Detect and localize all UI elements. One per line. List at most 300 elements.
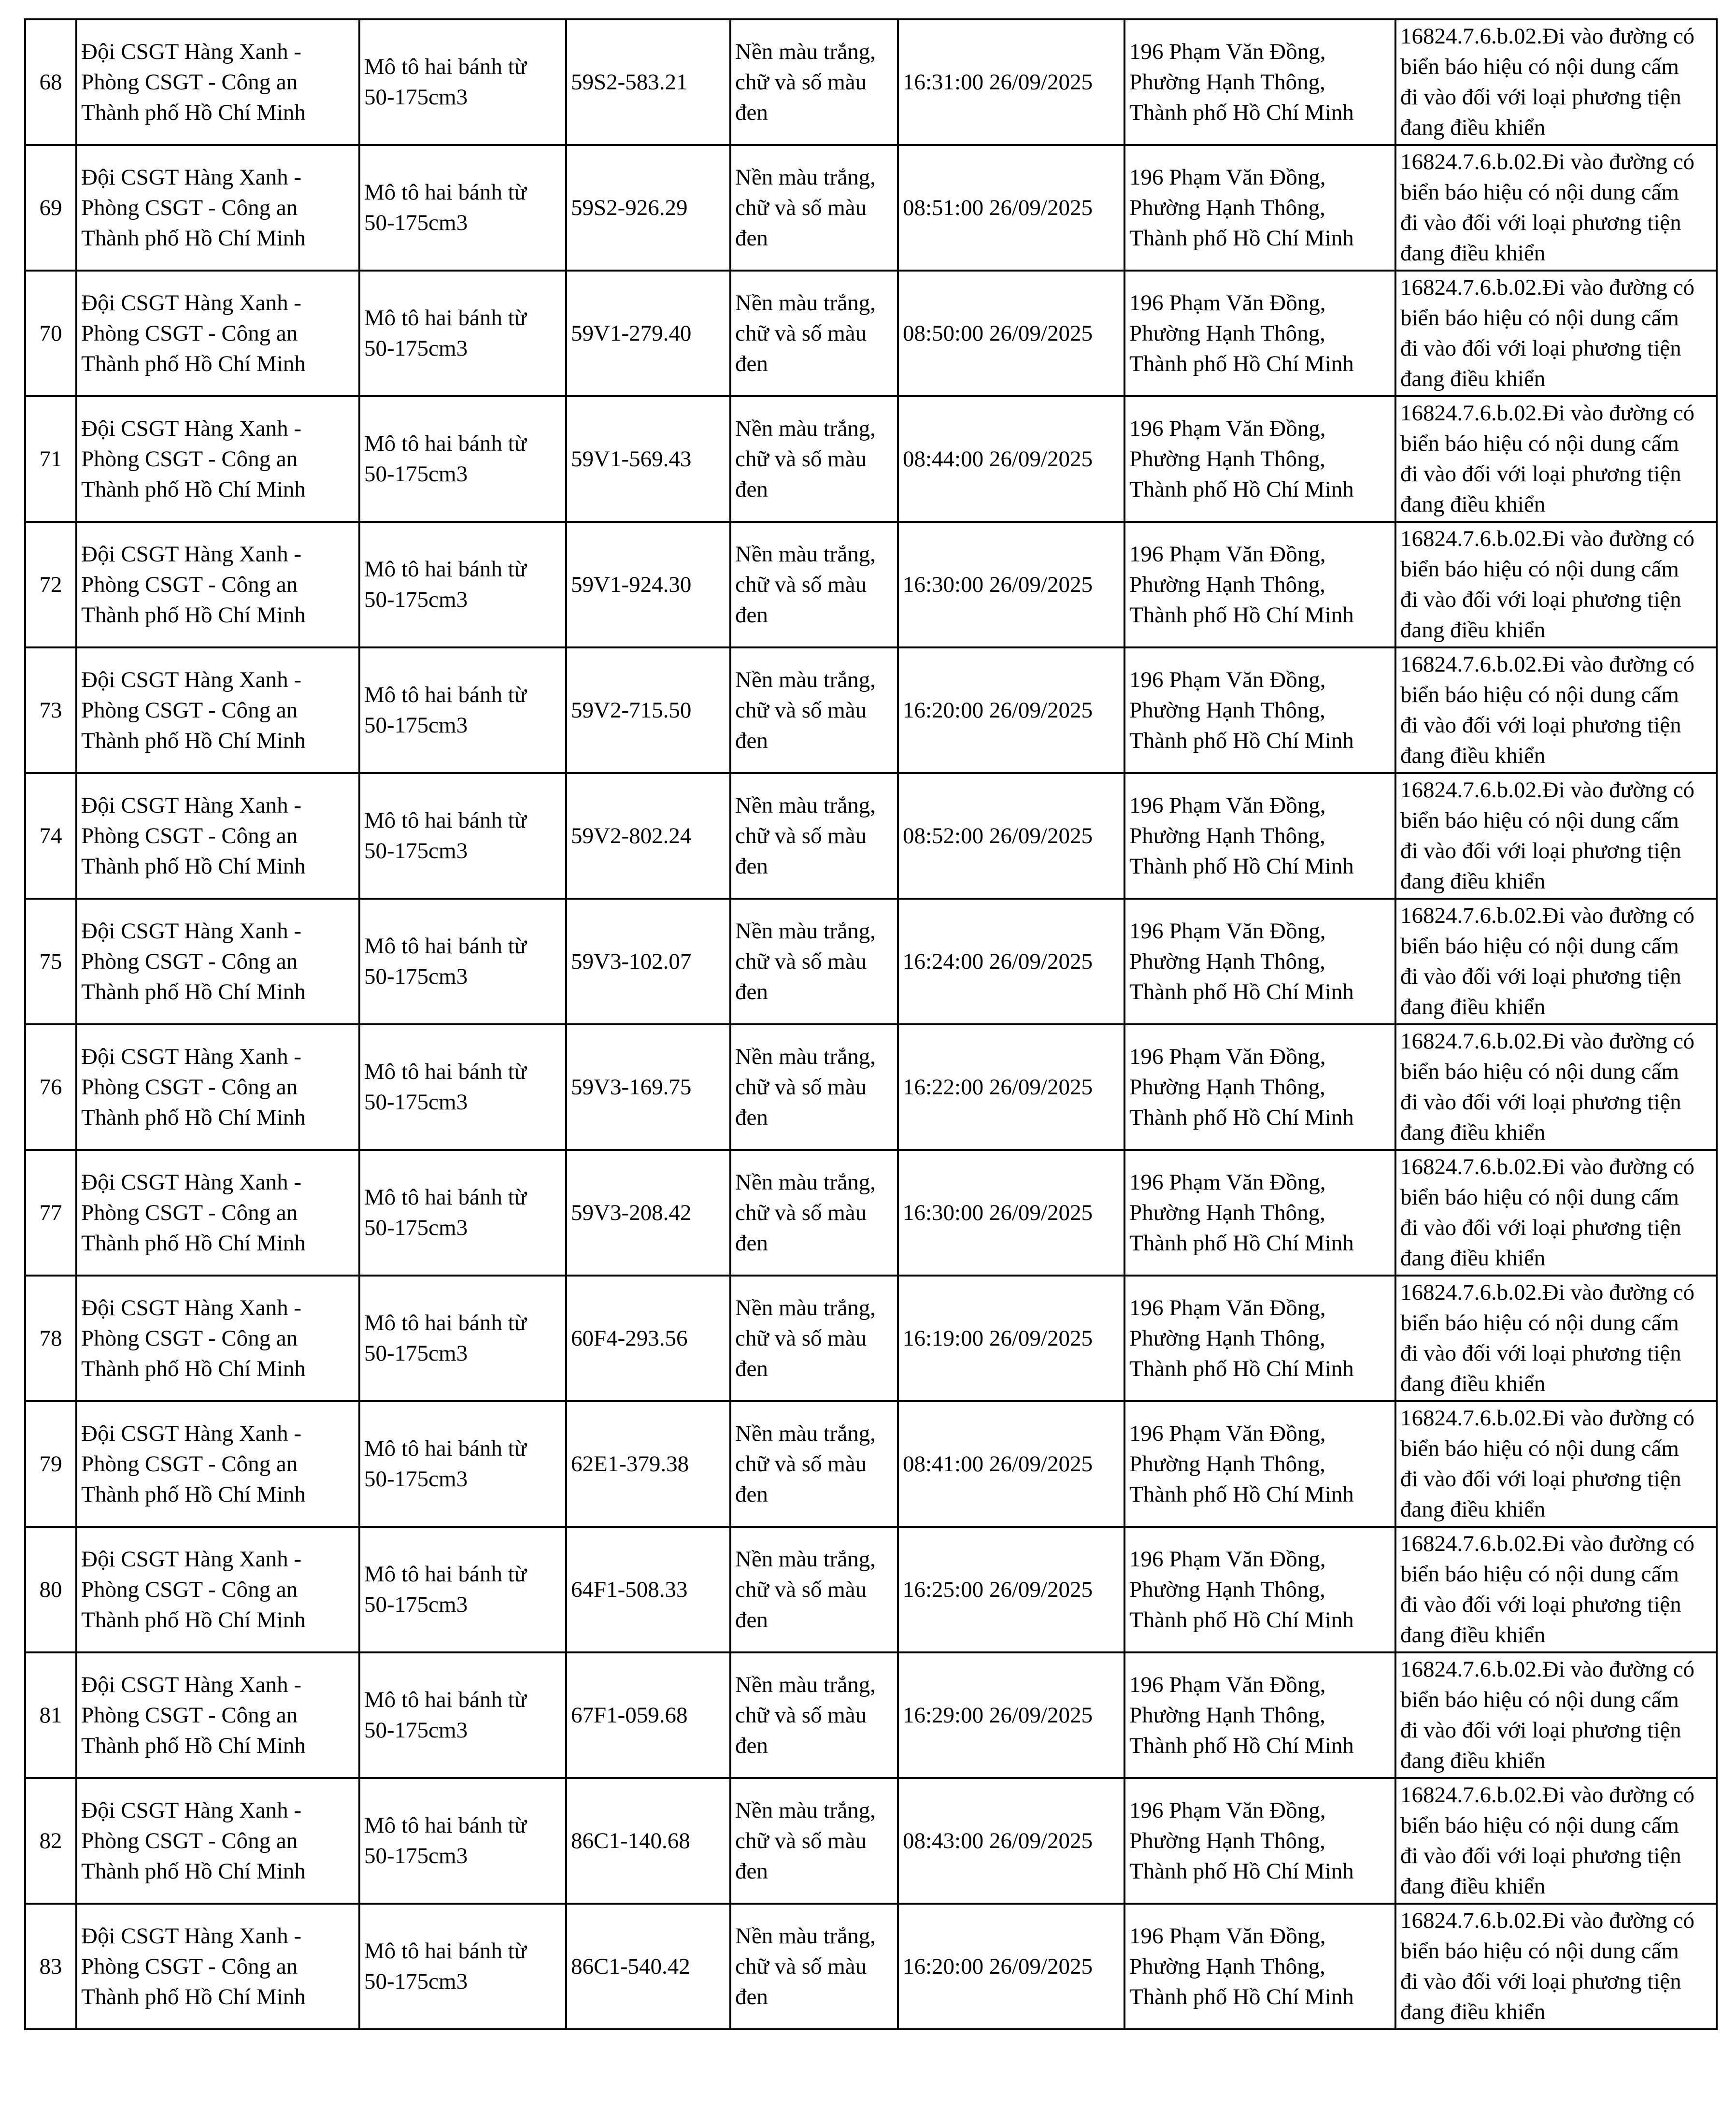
- plate-color-line: đen: [735, 1984, 768, 2009]
- plate-color-line: Nền màu trắng,: [735, 918, 876, 944]
- plate-color-line: chữ và số màu: [735, 697, 867, 723]
- vehicle-type-cell: [359, 396, 566, 522]
- location-line: Phường Hạnh Thông,: [1129, 1200, 1325, 1225]
- location-line: Thành phố Hồ Chí Minh: [1129, 1733, 1354, 1758]
- table-row: [25, 145, 1717, 271]
- unit-cell: [76, 899, 359, 1024]
- violation-time: 08:50:00 26/09/2025: [903, 320, 1093, 346]
- plate-color-line: Nền màu trắng,: [735, 290, 876, 316]
- row-number-cell: [25, 1527, 76, 1652]
- violation-line: 16824.7.6.b.02.Đi vào đường có: [1400, 903, 1695, 928]
- plate-color-line: Nền màu trắng,: [735, 1295, 876, 1320]
- unit-line: Thành phố Hồ Chí Minh: [81, 1858, 306, 1884]
- violation-line: đi vào đối với loại phương tiện: [1400, 713, 1681, 738]
- violation-time-cell: [898, 522, 1124, 647]
- violation-line: đang điều khiển: [1400, 1371, 1546, 1396]
- plate-color-line: đen: [735, 728, 768, 753]
- location-line: 196 Phạm Văn Đồng,: [1129, 1169, 1326, 1195]
- plate-color-line: Nền màu trắng,: [735, 1797, 876, 1823]
- violation-line: đang điều khiển: [1400, 1999, 1546, 2024]
- license-plate: 64F1-508.33: [571, 1577, 688, 1602]
- unit-line: Đội CSGT Hàng Xanh -: [81, 416, 302, 441]
- table-row: [25, 396, 1717, 522]
- plate-color-line: đen: [735, 225, 768, 251]
- unit-line: Thành phố Hồ Chí Minh: [81, 225, 306, 251]
- violation-cell: [1395, 1150, 1717, 1276]
- violation-time-cell: [898, 1150, 1124, 1276]
- unit-line: Thành phố Hồ Chí Minh: [81, 1105, 306, 1130]
- location-line: 196 Phạm Văn Đồng,: [1129, 541, 1326, 567]
- violation-line: đi vào đối với loại phương tiện: [1400, 1215, 1681, 1240]
- violation-cell: [1395, 647, 1717, 773]
- violation-line: đang điều khiển: [1400, 1622, 1546, 1648]
- unit-line: Đội CSGT Hàng Xanh -: [81, 541, 302, 567]
- unit-line: Phòng CSGT - Công an: [81, 320, 298, 346]
- plate-color-line: Nền màu trắng,: [735, 667, 876, 692]
- unit-cell: [76, 647, 359, 773]
- plate-color-cell: [730, 19, 898, 145]
- row-number: 69: [39, 195, 62, 220]
- location-line: 196 Phạm Văn Đồng,: [1129, 290, 1326, 316]
- location-cell: [1124, 1778, 1395, 1904]
- location-line: Phường Hạnh Thông,: [1129, 320, 1325, 346]
- plate-color-cell: [730, 271, 898, 396]
- table-row: [25, 1778, 1717, 1904]
- violation-cell: [1395, 1024, 1717, 1150]
- violation-line: biển báo hiệu có nội dung cấm: [1400, 557, 1679, 582]
- vehicle-line: 50-175cm3: [364, 1341, 468, 1366]
- vehicle-type-cell: [359, 1024, 566, 1150]
- violation-line: đi vào đối với loại phương tiện: [1400, 1592, 1681, 1617]
- license-plate: 86C1-540.42: [571, 1953, 690, 1979]
- plate-color-line: đen: [735, 1607, 768, 1633]
- vehicle-line: Mô tô hai bánh từ: [364, 1185, 527, 1210]
- unit-cell: [76, 396, 359, 522]
- vehicle-line: Mô tô hai bánh từ: [364, 1310, 527, 1335]
- vehicle-line: Mô tô hai bánh từ: [364, 1813, 527, 1838]
- violation-line: 16824.7.6.b.02.Đi vào đường có: [1400, 1029, 1695, 1054]
- location-line: Phường Hạnh Thông,: [1129, 948, 1325, 974]
- table-row: [25, 1150, 1717, 1276]
- license-plate-cell: [566, 1527, 730, 1652]
- plate-color-line: đen: [735, 1481, 768, 1507]
- plate-color-line: Nền màu trắng,: [735, 1169, 876, 1195]
- location-line: Thành phố Hồ Chí Minh: [1129, 853, 1354, 879]
- row-number-cell: [25, 1652, 76, 1778]
- license-plate-cell: [566, 647, 730, 773]
- row-number: 70: [39, 320, 62, 346]
- location-line: Phường Hạnh Thông,: [1129, 69, 1325, 95]
- plate-color-line: chữ và số màu: [735, 948, 867, 974]
- vehicle-type-cell: [359, 19, 566, 145]
- plate-color-line: chữ và số màu: [735, 572, 867, 597]
- row-number: 77: [39, 1200, 62, 1225]
- unit-line: Đội CSGT Hàng Xanh -: [81, 1044, 302, 1069]
- location-line: 196 Phạm Văn Đồng,: [1129, 164, 1326, 190]
- violation-line: đang điều khiển: [1400, 241, 1546, 266]
- location-cell: [1124, 773, 1395, 899]
- plate-color-line: chữ và số màu: [735, 69, 867, 95]
- vehicle-type-cell: [359, 899, 566, 1024]
- unit-line: Phòng CSGT - Công an: [81, 823, 298, 848]
- unit-line: Đội CSGT Hàng Xanh -: [81, 1797, 302, 1823]
- location-line: Phường Hạnh Thông,: [1129, 1451, 1325, 1477]
- location-line: 196 Phạm Văn Đồng,: [1129, 1044, 1326, 1069]
- vehicle-line: Mô tô hai bánh từ: [364, 54, 527, 79]
- vehicle-line: Mô tô hai bánh từ: [364, 1938, 527, 1964]
- unit-line: Thành phố Hồ Chí Minh: [81, 1984, 306, 2009]
- location-line: Thành phố Hồ Chí Minh: [1129, 1984, 1354, 2009]
- row-number-cell: [25, 1401, 76, 1527]
- license-plate: 59V3-169.75: [571, 1074, 692, 1100]
- location-line: Thành phố Hồ Chí Minh: [1129, 1607, 1354, 1633]
- row-number: 71: [39, 446, 62, 472]
- row-number-cell: [25, 145, 76, 271]
- unit-cell: [76, 271, 359, 396]
- unit-line: Thành phố Hồ Chí Minh: [81, 728, 306, 753]
- unit-line: Thành phố Hồ Chí Minh: [81, 602, 306, 628]
- unit-line: Phòng CSGT - Công an: [81, 446, 298, 472]
- violation-cell: [1395, 1778, 1717, 1904]
- location-line: Thành phố Hồ Chí Minh: [1129, 1230, 1354, 1256]
- row-number-cell: [25, 1150, 76, 1276]
- plate-color-line: chữ và số màu: [735, 1702, 867, 1728]
- license-plate: 62E1-379.38: [571, 1451, 689, 1477]
- unit-line: Phòng CSGT - Công an: [81, 69, 298, 95]
- violation-cell: [1395, 145, 1717, 271]
- location-line: Thành phố Hồ Chí Minh: [1129, 979, 1354, 1004]
- location-line: Phường Hạnh Thông,: [1129, 1702, 1325, 1728]
- unit-line: Đội CSGT Hàng Xanh -: [81, 1672, 302, 1697]
- location-line: Thành phố Hồ Chí Minh: [1129, 351, 1354, 376]
- license-plate-cell: [566, 1276, 730, 1401]
- vehicle-line: 50-175cm3: [364, 713, 468, 738]
- violation-line: đang điều khiển: [1400, 366, 1546, 391]
- violation-time-cell: [898, 1527, 1124, 1652]
- unit-line: Thành phố Hồ Chí Minh: [81, 476, 306, 502]
- violation-time-cell: [898, 145, 1124, 271]
- unit-line: Đội CSGT Hàng Xanh -: [81, 39, 302, 64]
- row-number: 83: [39, 1953, 62, 1979]
- location-line: 196 Phạm Văn Đồng,: [1129, 1797, 1326, 1823]
- violation-time: 16:20:00 26/09/2025: [903, 1953, 1093, 1979]
- plate-color-line: Nền màu trắng,: [735, 164, 876, 190]
- violation-line: đang điều khiển: [1400, 869, 1546, 894]
- violation-time: 16:20:00 26/09/2025: [903, 697, 1093, 723]
- license-plate-cell: [566, 1778, 730, 1904]
- violation-line: biển báo hiệu có nội dung cấm: [1400, 682, 1679, 707]
- violation-cell: [1395, 522, 1717, 647]
- vehicle-line: Mô tô hai bánh từ: [364, 1059, 527, 1084]
- violation-time: 08:41:00 26/09/2025: [903, 1451, 1093, 1477]
- plate-color-line: đen: [735, 1733, 768, 1758]
- unit-line: Thành phố Hồ Chí Minh: [81, 1733, 306, 1758]
- violations-table: [24, 18, 1718, 2030]
- license-plate: 59S2-926.29: [571, 195, 688, 220]
- unit-line: Thành phố Hồ Chí Minh: [81, 1607, 306, 1633]
- vehicle-line: 50-175cm3: [364, 587, 468, 612]
- vehicle-type-cell: [359, 1150, 566, 1276]
- license-plate-cell: [566, 773, 730, 899]
- row-number-cell: [25, 1778, 76, 1904]
- violation-line: 16824.7.6.b.02.Đi vào đường có: [1400, 401, 1695, 426]
- location-line: 196 Phạm Văn Đồng,: [1129, 1672, 1326, 1697]
- location-line: 196 Phạm Văn Đồng,: [1129, 1420, 1326, 1446]
- violation-time-cell: [898, 271, 1124, 396]
- license-plate-cell: [566, 396, 730, 522]
- license-plate-cell: [566, 1150, 730, 1276]
- row-number: 81: [39, 1702, 62, 1728]
- table-row: [25, 1652, 1717, 1778]
- table-row: [25, 773, 1717, 899]
- plate-color-line: Nền màu trắng,: [735, 416, 876, 441]
- vehicle-line: Mô tô hai bánh từ: [364, 933, 527, 959]
- row-number-cell: [25, 19, 76, 145]
- violation-cell: [1395, 1276, 1717, 1401]
- violation-line: đi vào đối với loại phương tiện: [1400, 1969, 1681, 1994]
- unit-line: Phòng CSGT - Công an: [81, 697, 298, 723]
- violation-time: 16:22:00 26/09/2025: [903, 1074, 1093, 1100]
- row-number: 73: [39, 697, 62, 723]
- license-plate: 59V1-924.30: [571, 572, 692, 597]
- row-number-cell: [25, 899, 76, 1024]
- license-plate: 59V3-208.42: [571, 1200, 692, 1225]
- violation-line: biển báo hiệu có nội dung cấm: [1400, 1938, 1679, 1964]
- vehicle-line: 50-175cm3: [364, 964, 468, 989]
- location-line: Thành phố Hồ Chí Minh: [1129, 1858, 1354, 1884]
- unit-line: Thành phố Hồ Chí Minh: [81, 1230, 306, 1256]
- violation-line: đang điều khiển: [1400, 617, 1546, 643]
- license-plate-cell: [566, 271, 730, 396]
- vehicle-line: 50-175cm3: [364, 1215, 468, 1240]
- plate-color-cell: [730, 1150, 898, 1276]
- unit-line: Đội CSGT Hàng Xanh -: [81, 918, 302, 944]
- license-plate-cell: [566, 522, 730, 647]
- row-number: 80: [39, 1577, 62, 1602]
- location-line: 196 Phạm Văn Đồng,: [1129, 416, 1326, 441]
- vehicle-type-cell: [359, 1527, 566, 1652]
- vehicle-line: Mô tô hai bánh từ: [364, 1687, 527, 1712]
- vehicle-line: 50-175cm3: [364, 85, 468, 110]
- plate-color-cell: [730, 522, 898, 647]
- plate-color-line: đen: [735, 1105, 768, 1130]
- location-cell: [1124, 1652, 1395, 1778]
- vehicle-line: 50-175cm3: [364, 1592, 468, 1617]
- unit-line: Phòng CSGT - Công an: [81, 1451, 298, 1477]
- violation-line: 16824.7.6.b.02.Đi vào đường có: [1400, 1280, 1695, 1305]
- violation-line: đi vào đối với loại phương tiện: [1400, 85, 1681, 110]
- license-plate: 59V2-715.50: [571, 697, 692, 723]
- location-line: Phường Hạnh Thông,: [1129, 1325, 1325, 1351]
- unit-cell: [76, 145, 359, 271]
- table-row: [25, 1276, 1717, 1401]
- location-line: Thành phố Hồ Chí Minh: [1129, 1105, 1354, 1130]
- unit-line: Thành phố Hồ Chí Minh: [81, 1481, 306, 1507]
- table-row: [25, 271, 1717, 396]
- license-plate: 59S2-583.21: [571, 69, 688, 95]
- vehicle-line: 50-175cm3: [364, 1466, 468, 1492]
- unit-cell: [76, 1024, 359, 1150]
- plate-color-line: chữ và số màu: [735, 823, 867, 848]
- vehicle-type-cell: [359, 1904, 566, 2029]
- location-cell: [1124, 145, 1395, 271]
- violation-time: 08:43:00 26/09/2025: [903, 1828, 1093, 1853]
- license-plate: 86C1-140.68: [571, 1828, 690, 1853]
- violation-line: 16824.7.6.b.02.Đi vào đường có: [1400, 1154, 1695, 1179]
- violation-time: 08:51:00 26/09/2025: [903, 195, 1093, 220]
- unit-cell: [76, 1527, 359, 1652]
- plate-color-line: Nền màu trắng,: [735, 792, 876, 818]
- vehicle-type-cell: [359, 773, 566, 899]
- unit-line: Phòng CSGT - Công an: [81, 1577, 298, 1602]
- plate-color-line: chữ và số màu: [735, 1200, 867, 1225]
- violation-line: biển báo hiệu có nội dung cấm: [1400, 1185, 1679, 1210]
- violation-line: 16824.7.6.b.02.Đi vào đường có: [1400, 24, 1695, 49]
- plate-color-cell: [730, 1527, 898, 1652]
- vehicle-line: Mô tô hai bánh từ: [364, 180, 527, 205]
- unit-cell: [76, 1401, 359, 1527]
- plate-color-line: chữ và số màu: [735, 320, 867, 346]
- unit-line: Đội CSGT Hàng Xanh -: [81, 290, 302, 316]
- violation-line: biển báo hiệu có nội dung cấm: [1400, 933, 1679, 959]
- license-plate-cell: [566, 1652, 730, 1778]
- vehicle-line: Mô tô hai bánh từ: [364, 305, 527, 330]
- unit-line: Đội CSGT Hàng Xanh -: [81, 1169, 302, 1195]
- plate-color-line: Nền màu trắng,: [735, 541, 876, 567]
- row-number: 68: [39, 69, 62, 95]
- violation-line: biển báo hiệu có nội dung cấm: [1400, 305, 1679, 330]
- location-cell: [1124, 19, 1395, 145]
- table-body: [25, 19, 1717, 2029]
- location-line: Phường Hạnh Thông,: [1129, 697, 1325, 723]
- plate-color-cell: [730, 773, 898, 899]
- violation-line: biển báo hiệu có nội dung cấm: [1400, 808, 1679, 833]
- plate-color-cell: [730, 647, 898, 773]
- vehicle-line: Mô tô hai bánh từ: [364, 557, 527, 582]
- violation-line: 16824.7.6.b.02.Đi vào đường có: [1400, 1657, 1695, 1682]
- unit-line: Đội CSGT Hàng Xanh -: [81, 164, 302, 190]
- violation-line: đi vào đối với loại phương tiện: [1400, 1843, 1681, 1868]
- table-row: [25, 1527, 1717, 1652]
- unit-line: Đội CSGT Hàng Xanh -: [81, 667, 302, 692]
- vehicle-line: 50-175cm3: [364, 1843, 468, 1868]
- violation-line: đi vào đối với loại phương tiện: [1400, 210, 1681, 235]
- violation-time-cell: [898, 1778, 1124, 1904]
- violation-cell: [1395, 396, 1717, 522]
- unit-cell: [76, 1276, 359, 1401]
- location-line: Thành phố Hồ Chí Minh: [1129, 1356, 1354, 1381]
- violation-cell: [1395, 1527, 1717, 1652]
- location-cell: [1124, 1401, 1395, 1527]
- vehicle-line: 50-175cm3: [364, 210, 468, 235]
- location-line: 196 Phạm Văn Đồng,: [1129, 39, 1326, 64]
- unit-cell: [76, 1778, 359, 1904]
- table-row: [25, 1024, 1717, 1150]
- license-plate: 59V1-279.40: [571, 320, 692, 346]
- violation-line: biển báo hiệu có nội dung cấm: [1400, 1059, 1679, 1084]
- violation-time-cell: [898, 773, 1124, 899]
- violation-cell: [1395, 899, 1717, 1024]
- row-number-cell: [25, 522, 76, 647]
- unit-line: Thành phố Hồ Chí Minh: [81, 979, 306, 1004]
- plate-color-line: chữ và số màu: [735, 446, 867, 472]
- violation-line: 16824.7.6.b.02.Đi vào đường có: [1400, 652, 1695, 677]
- location-cell: [1124, 1276, 1395, 1401]
- violation-line: đi vào đối với loại phương tiện: [1400, 461, 1681, 487]
- unit-line: Đội CSGT Hàng Xanh -: [81, 1546, 302, 1572]
- violation-time-cell: [898, 899, 1124, 1024]
- table-row: [25, 522, 1717, 647]
- violation-line: biển báo hiệu có nội dung cấm: [1400, 180, 1679, 205]
- license-plate: 60F4-293.56: [571, 1325, 688, 1351]
- vehicle-line: Mô tô hai bánh từ: [364, 431, 527, 456]
- violation-line: biển báo hiệu có nội dung cấm: [1400, 1310, 1679, 1335]
- violation-line: biển báo hiệu có nội dung cấm: [1400, 1562, 1679, 1587]
- vehicle-line: 50-175cm3: [364, 1718, 468, 1743]
- unit-cell: [76, 1652, 359, 1778]
- plate-color-line: đen: [735, 1858, 768, 1884]
- license-plate: 59V3-102.07: [571, 948, 692, 974]
- location-line: Thành phố Hồ Chí Minh: [1129, 728, 1354, 753]
- row-number-cell: [25, 1276, 76, 1401]
- violation-line: đi vào đối với loại phương tiện: [1400, 964, 1681, 989]
- violation-line: đang điều khiển: [1400, 743, 1546, 768]
- unit-line: Phòng CSGT - Công an: [81, 1702, 298, 1728]
- vehicle-type-cell: [359, 145, 566, 271]
- location-cell: [1124, 899, 1395, 1024]
- vehicle-line: 50-175cm3: [364, 838, 468, 863]
- license-plate-cell: [566, 19, 730, 145]
- unit-line: Đội CSGT Hàng Xanh -: [81, 792, 302, 818]
- violation-time: 16:19:00 26/09/2025: [903, 1325, 1093, 1351]
- plate-color-line: đen: [735, 979, 768, 1004]
- violation-line: đang điều khiển: [1400, 492, 1546, 517]
- location-line: Phường Hạnh Thông,: [1129, 572, 1325, 597]
- violation-time-cell: [898, 1401, 1124, 1527]
- plate-color-cell: [730, 899, 898, 1024]
- violation-time: 16:30:00 26/09/2025: [903, 572, 1093, 597]
- license-plate: 59V2-802.24: [571, 823, 692, 848]
- plate-color-cell: [730, 1652, 898, 1778]
- vehicle-type-cell: [359, 1276, 566, 1401]
- location-line: 196 Phạm Văn Đồng,: [1129, 1923, 1326, 1949]
- location-line: Thành phố Hồ Chí Minh: [1129, 225, 1354, 251]
- license-plate-cell: [566, 145, 730, 271]
- location-cell: [1124, 396, 1395, 522]
- plate-color-line: Nền màu trắng,: [735, 39, 876, 64]
- vehicle-type-cell: [359, 1778, 566, 1904]
- row-number: 79: [39, 1451, 62, 1477]
- violation-line: biển báo hiệu có nội dung cấm: [1400, 1813, 1679, 1838]
- plate-color-cell: [730, 1024, 898, 1150]
- plate-color-line: đen: [735, 1356, 768, 1381]
- location-line: Phường Hạnh Thông,: [1129, 1953, 1325, 1979]
- violation-time: 16:25:00 26/09/2025: [903, 1577, 1093, 1602]
- violation-cell: [1395, 1904, 1717, 2029]
- vehicle-type-cell: [359, 271, 566, 396]
- plate-color-line: chữ và số màu: [735, 1451, 867, 1477]
- plate-color-line: chữ và số màu: [735, 1074, 867, 1100]
- unit-line: Thành phố Hồ Chí Minh: [81, 100, 306, 125]
- violation-time: 16:24:00 26/09/2025: [903, 948, 1093, 974]
- violation-time-cell: [898, 1652, 1124, 1778]
- violation-line: biển báo hiệu có nội dung cấm: [1400, 54, 1679, 79]
- license-plate-cell: [566, 1904, 730, 2029]
- location-line: Phường Hạnh Thông,: [1129, 1074, 1325, 1100]
- location-line: 196 Phạm Văn Đồng,: [1129, 918, 1326, 944]
- table-row: [25, 1401, 1717, 1527]
- license-plate-cell: [566, 1401, 730, 1527]
